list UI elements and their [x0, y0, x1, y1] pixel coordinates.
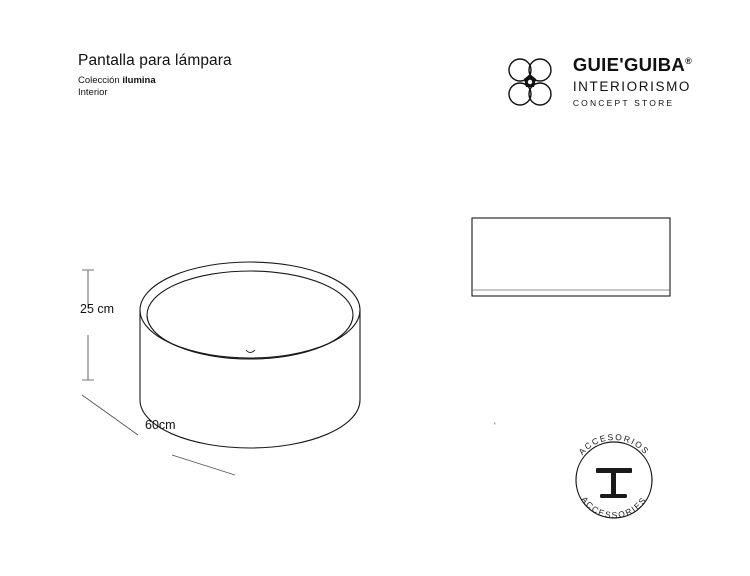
collection-prefix: Colección: [78, 74, 123, 86]
seal-text-bottom: ACCESSORIES: [579, 494, 649, 521]
brand-logo: [497, 48, 692, 116]
cylinder-lampshade-perspective-icon: [60, 190, 420, 490]
brand-name: [573, 56, 692, 75]
brand-text: [573, 48, 692, 109]
elevation-drawing: [460, 190, 690, 330]
lampshade-rectangle-elevation-icon: [460, 190, 690, 330]
lamp-icon: [596, 468, 632, 498]
title-block: [78, 52, 378, 100]
collection-name: ilumina: [122, 74, 156, 86]
brand-name-text: GUIE'GUIBA: [572, 54, 686, 75]
height-dimension-label: 25 cm: [80, 302, 115, 316]
width-dimension-line: [82, 395, 235, 475]
height-dimension-line: [82, 270, 94, 380]
brand-line-interiorismo: INTERIORISMO: [572, 78, 692, 94]
width-dimension-label: 60cm: [145, 418, 176, 432]
seal-text-top: ACCESORIOS: [576, 431, 652, 457]
registered-mark: ®: [685, 55, 692, 66]
perspective-drawing: [60, 190, 420, 490]
flower-logo-icon: [497, 50, 563, 116]
brand-line-concept-store: CONCEPT STORE: [572, 97, 675, 108]
collection-line: [78, 75, 378, 88]
tiny-tick-mark: ': [494, 421, 496, 431]
svg-text:ACCESSORIES: [579, 495, 648, 521]
accessories-circular-seal-icon: [556, 428, 672, 524]
page-title: Pantalla para lámpara: [78, 52, 232, 69]
usage-line: Interior: [78, 87, 108, 99]
